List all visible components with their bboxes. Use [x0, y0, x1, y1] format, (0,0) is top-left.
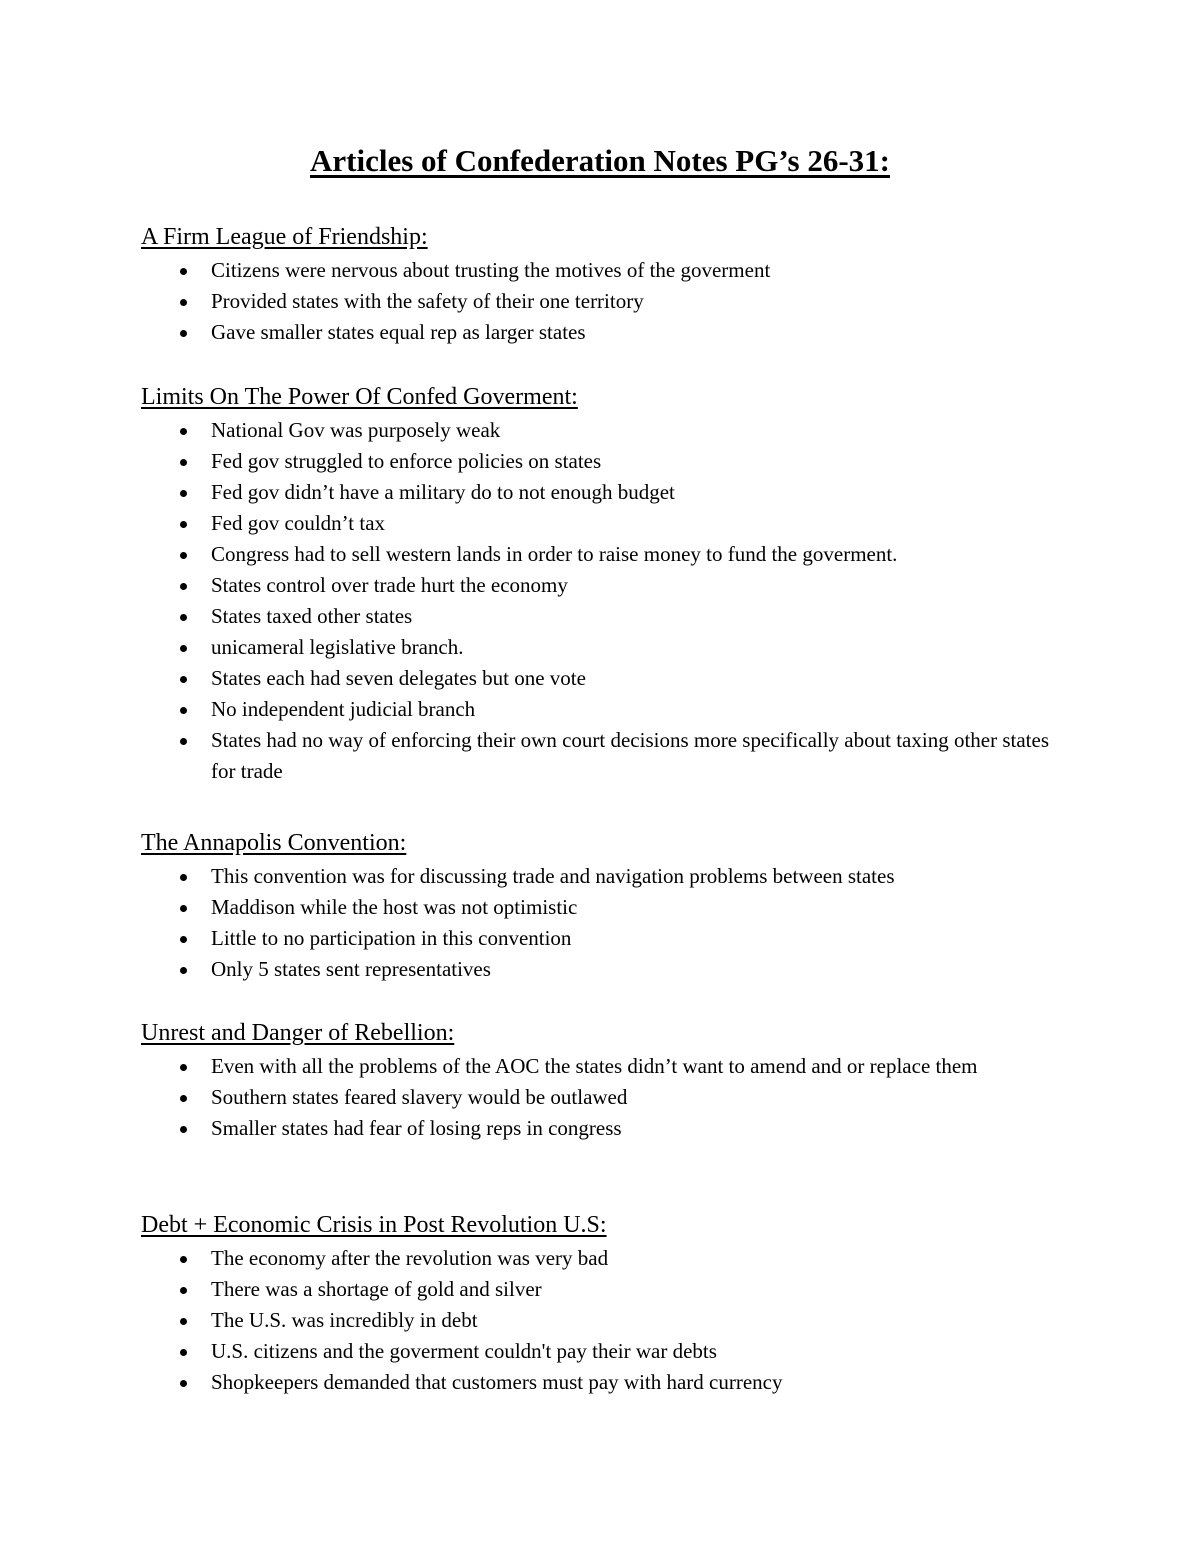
bullet-icon	[180, 1287, 187, 1294]
bullet-list	[141, 1243, 1061, 1398]
bullet-icon	[180, 676, 187, 683]
list-item: Smaller states had fear of losing reps in congress	[141, 1113, 1061, 1144]
list-item: National Gov was purposely weak	[141, 415, 1061, 446]
bullet-icon	[180, 299, 187, 306]
bullet-icon	[180, 1349, 187, 1356]
bullet-icon	[180, 874, 187, 881]
bullet-icon	[180, 1126, 187, 1133]
section-heading: Unrest and Danger of Rebellion:	[141, 1020, 455, 1046]
bullet-icon	[180, 552, 187, 559]
section-heading: A Firm League of Friendship:	[141, 224, 428, 250]
bullet-icon	[180, 459, 187, 466]
bullet-icon	[180, 645, 187, 652]
list-item: Fed gov didn’t have a military do to not enough budget	[141, 477, 1061, 508]
list-item: Citizens were nervous about trusting the motives of the goverment	[141, 255, 1061, 286]
list-item: Provided states with the safety of their one territory	[141, 286, 1061, 317]
section-limits-on-power	[141, 382, 1061, 787]
section-heading: Debt + Economic Crisis in Post Revolution U.S:	[141, 1212, 607, 1238]
list-item: The economy after the revolution was very bad	[141, 1243, 1061, 1274]
section-unrest-rebellion	[141, 1018, 1061, 1144]
section-annapolis-convention	[141, 828, 1061, 985]
list-item: Little to no participation in this convention	[141, 923, 1061, 954]
bullet-icon	[180, 521, 187, 528]
bullet-list	[141, 861, 1061, 985]
list-item: Maddison while the host was not optimistic	[141, 892, 1061, 923]
bullet-icon	[180, 1318, 187, 1325]
bullet-icon	[180, 738, 187, 745]
section-heading: The Annapolis Convention:	[141, 830, 407, 856]
bullet-list	[141, 415, 1061, 787]
list-item: Only 5 states sent representatives	[141, 954, 1061, 985]
bullet-icon	[180, 330, 187, 337]
list-item: States had no way of enforcing their own court decisions more specifically about taxing other states for trade	[141, 725, 1061, 787]
list-item: The U.S. was incredibly in debt	[141, 1305, 1061, 1336]
bullet-icon	[180, 1064, 187, 1071]
list-item: unicameral legislative branch.	[141, 632, 1061, 663]
list-item: U.S. citizens and the goverment couldn't pay their war debts	[141, 1336, 1061, 1367]
list-item: Shopkeepers demanded that customers must pay with hard currency	[141, 1367, 1061, 1398]
list-item: Fed gov struggled to enforce policies on states	[141, 446, 1061, 477]
bullet-icon	[180, 936, 187, 943]
bullet-list	[141, 255, 1061, 348]
list-item: Congress had to sell western lands in order to raise money to fund the goverment.	[141, 539, 1061, 570]
page-title: Articles of Confederation Notes PG’s 26-31:	[310, 143, 890, 178]
bullet-icon	[180, 428, 187, 435]
bullet-icon	[180, 905, 187, 912]
list-item: There was a shortage of gold and silver	[141, 1274, 1061, 1305]
list-item: Even with all the problems of the AOC the states didn’t want to amend and or replace them	[141, 1051, 1061, 1082]
section-heading: Limits On The Power Of Confed Goverment:	[141, 384, 578, 410]
list-item: This convention was for discussing trade and navigation problems between states	[141, 861, 1061, 892]
list-item: Gave smaller states equal rep as larger states	[141, 317, 1061, 348]
section-debt-economic-crisis	[141, 1210, 1061, 1398]
bullet-icon	[180, 1256, 187, 1263]
list-item: States control over trade hurt the economy	[141, 570, 1061, 601]
bullet-icon	[180, 490, 187, 497]
bullet-icon	[180, 707, 187, 714]
bullet-icon	[180, 1095, 187, 1102]
list-item: States each had seven delegates but one vote	[141, 663, 1061, 694]
bullet-icon	[180, 268, 187, 275]
bullet-icon	[180, 583, 187, 590]
list-item: Southern states feared slavery would be outlawed	[141, 1082, 1061, 1113]
list-item: No independent judicial branch	[141, 694, 1061, 725]
bullet-icon	[180, 967, 187, 974]
bullet-icon	[180, 614, 187, 621]
list-item: States taxed other states	[141, 601, 1061, 632]
bullet-icon	[180, 1380, 187, 1387]
list-item: Fed gov couldn’t tax	[141, 508, 1061, 539]
bullet-list	[141, 1051, 1061, 1144]
section-firm-league	[141, 222, 1061, 348]
